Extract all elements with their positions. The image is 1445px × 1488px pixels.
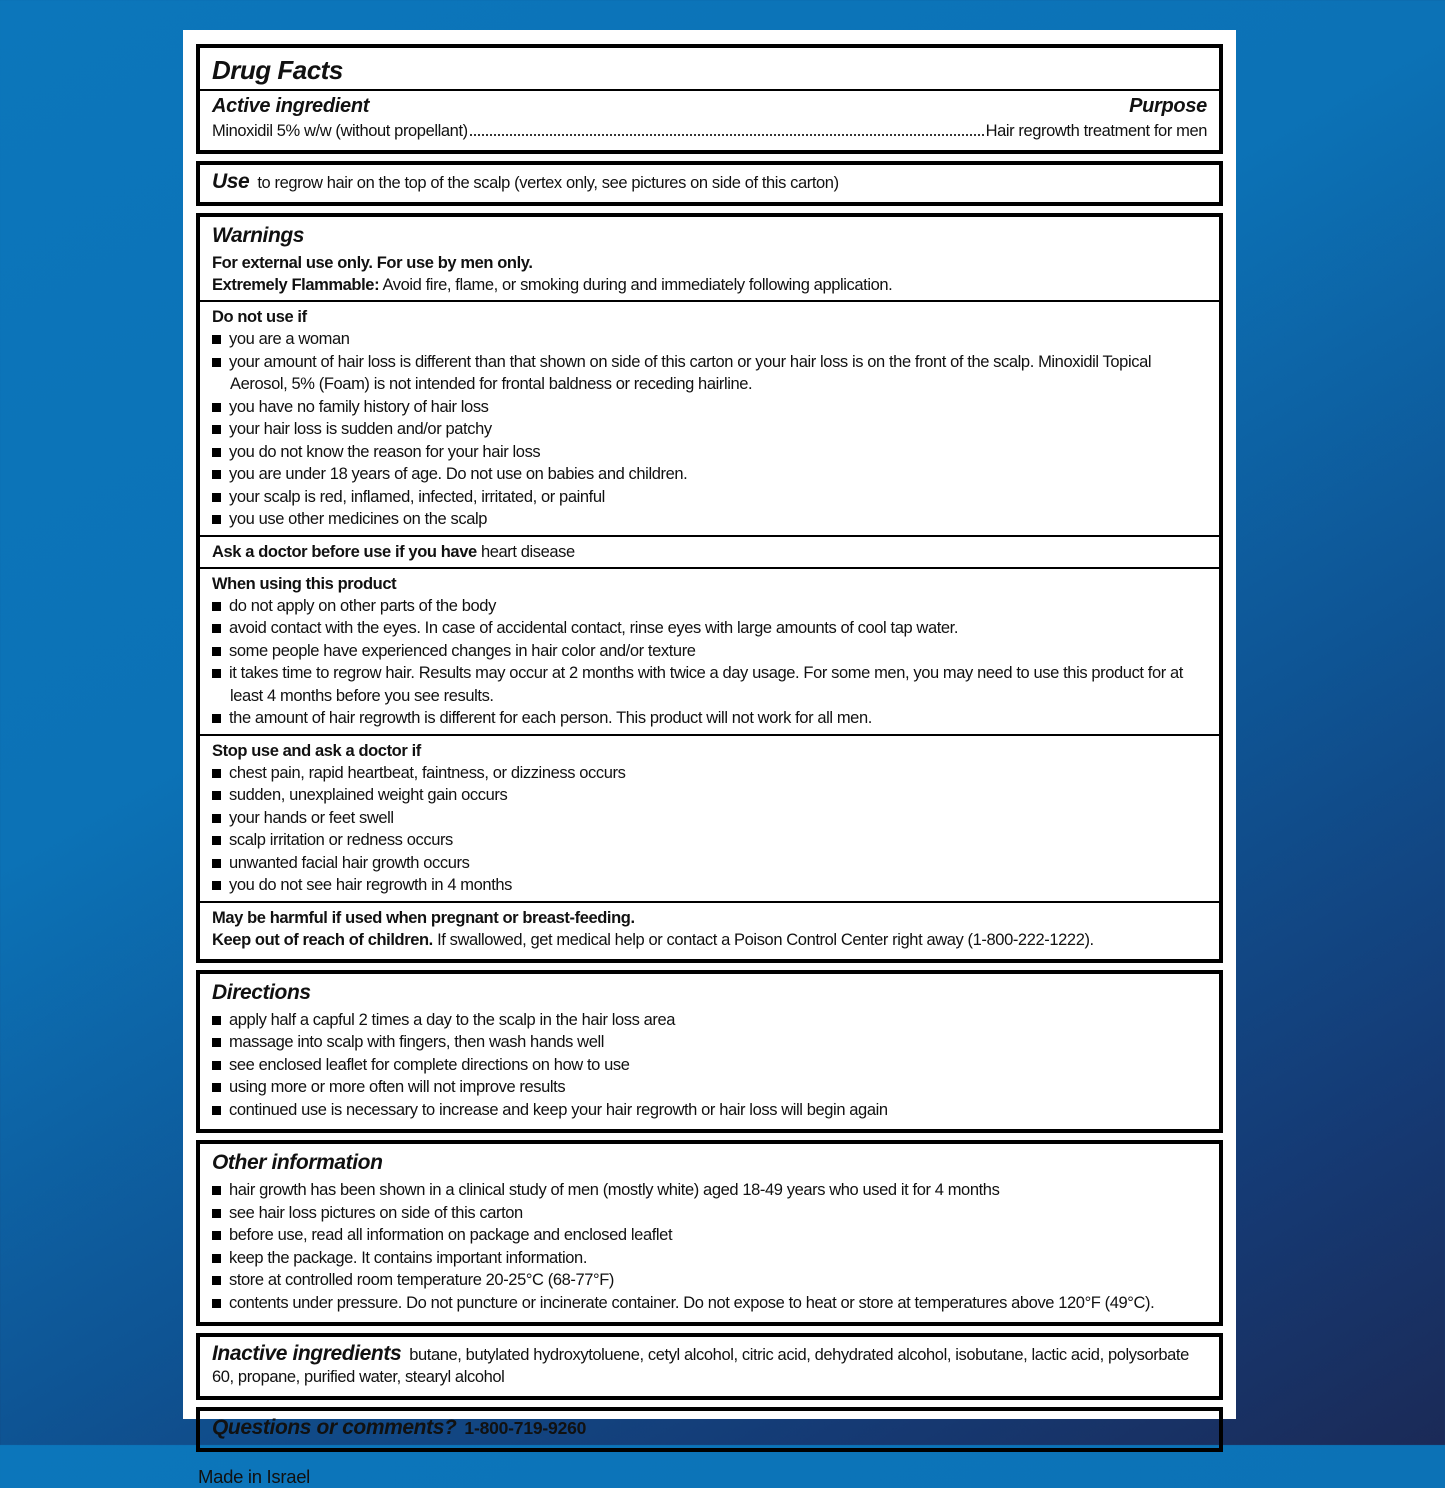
warnings-divider [200,535,1219,537]
keep-out-text: If swallowed, get medical help or contact a Poison Control Center right away (1-800-222-1222). [437,930,1094,949]
questions-phone-number: 1-800-719-9260 [464,1418,587,1438]
active-purpose-header-row [212,95,1207,118]
bullet-item: chest pain, rapid heartbeat, faintness, or dizziness occurs [212,762,1207,785]
made-in-label: Made in Israel [198,1466,310,1487]
bullet-item: see hair loss pictures on side of this carton [212,1202,1207,1225]
bullet-item: you are a woman [212,328,1207,351]
purpose-heading: Purpose [1129,95,1207,117]
bullet-item: your hair loss is sudden and/or patchy [212,418,1207,441]
ask-doctor-text: heart disease [480,542,575,561]
use-heading: Use [212,170,250,193]
when-using-heading: When using this product [212,574,397,593]
drug-facts-panel [183,30,1236,1487]
section-use [196,161,1223,206]
section-warnings [196,213,1223,963]
directions-list [212,1009,1207,1122]
flammable-label: Extremely Flammable: [212,276,380,294]
bullet-item: do not apply on other parts of the body [212,595,1207,618]
flammable-line [212,274,1207,296]
stop-use-list [212,762,1207,897]
questions-heading: Questions or comments? [212,1416,457,1439]
bullet-item: store at controlled room temperature 20-25°C (68-77°F) [212,1269,1207,1292]
section-active-ingredient [196,44,1223,154]
harmful-line: May be harmful if used when pregnant or breast-feeding. [212,908,635,927]
inactive-ingredients-heading: Inactive ingredients [212,1342,402,1365]
warnings-divider [200,734,1219,736]
do-not-use-heading: Do not use if [212,308,307,326]
section-directions [196,970,1223,1134]
bullet-item: you do not know the reason for your hair loss [212,441,1207,464]
bullet-item: you have no family history of hair loss [212,396,1207,419]
active-ingredient-heading: Active ingredient [212,95,370,117]
bullet-item: continued use is necessary to increase and keep your hair regrowth or hair loss will begin again [212,1099,1207,1122]
bullet-item: scalp irritation or redness occurs [212,829,1207,852]
drug-facts-title: Drug Facts [212,55,343,85]
directions-heading: Directions [212,980,311,1004]
bullet-item: unwanted facial hair growth occurs [212,852,1207,875]
bullet-item: your hands or feet swell [212,807,1207,830]
bullet-item: contents under pressure. Do not puncture or incinerate container. Do not expose to heat or store at temperatures above 120°F (49°C). [212,1292,1207,1315]
active-ingredient-row [212,120,1207,142]
flammable-text: Avoid fire, flame, or smoking during and immediately following application. [382,276,893,294]
ask-doctor-bold: Ask a doctor before use if you have [212,542,477,561]
ask-doctor-line [212,541,1207,563]
bullet-item: you do not see hair regrowth in 4 months [212,874,1207,897]
bullet-item: your amount of hair loss is different than that shown on side of this carton or your hair loss is on the front of the scalp. Minoxidil Topical Aerosol, 5% (Foam) is not intended for frontal baldness or receding hairline. [212,351,1207,396]
bullet-item: massage into scalp with fingers, then wash hands well [212,1031,1207,1054]
section-inactive-ingredients [196,1333,1223,1400]
bullet-item: the amount of hair regrowth is different for each person. This product will not work for all men. [212,707,1207,730]
stop-use-heading: Stop use and ask a doctor if [212,741,421,760]
bullet-item: you are under 18 years of age. Do not use on babies and children. [212,463,1207,486]
warnings-divider [200,901,1219,903]
do-not-use-list [212,328,1207,531]
warnings-heading: Warnings [212,224,305,247]
external-use-line: For external use only. For use by men only. [212,254,533,272]
active-ingredient-name: Minoxidil 5% w/w (without propellant) [212,122,468,140]
warnings-divider [200,300,1219,302]
section-other-information [196,1140,1223,1326]
other-information-heading: Other information [212,1151,383,1174]
warnings-divider [200,567,1219,569]
bullet-item: some people have experienced changes in hair color and/or texture [212,640,1207,663]
bullet-item: hair growth has been shown in a clinical study of men (mostly white) aged 18-49 years who used it for 4 months [212,1179,1207,1202]
bullet-item: keep the package. It contains important information. [212,1247,1207,1270]
bullet-item: see enclosed leaflet for complete directions on how to use [212,1054,1207,1077]
bullet-item: it takes time to regrow hair. Results may occur at 2 months with twice a day usage. For some men, you may need to use this product for at least 4 months before you see results. [212,662,1207,707]
dotted-leader [470,134,984,136]
keep-out-line [212,929,1207,951]
bullet-item: sudden, unexplained weight gain occurs [212,784,1207,807]
purpose-value: Hair regrowth treatment for men [985,122,1207,140]
keep-out-bold: Keep out of reach of children. [212,930,433,949]
bullet-item: before use, read all information on package and enclosed leaflet [212,1224,1207,1247]
bullet-item: you use other medicines on the scalp [212,508,1207,531]
bullet-item: your scalp is red, inflamed, infected, irritated, or painful [212,486,1207,509]
bullet-item: using more or more often will not improve results [212,1076,1207,1099]
inactive-ingredients-text: butane, butylated hydroxytoluene, cetyl alcohol, citric acid, dehydrated alcohol, isobutane, lactic acid, polysorbate 60, propane, purified water, stearyl alcohol [212,1346,1189,1386]
other-information-list [212,1179,1207,1314]
when-using-list [212,595,1207,730]
use-text: to regrow hair on the top of the scalp (vertex only, see pictures on side of this carton) [257,174,839,192]
bullet-item: apply half a capful 2 times a day to the scalp in the hair loss area [212,1009,1207,1032]
bullet-item: avoid contact with the eyes. In case of accidental contact, rinse eyes with large amounts of cool tap water. [212,617,1207,640]
title-divider [200,89,1219,91]
section-questions [196,1407,1223,1452]
